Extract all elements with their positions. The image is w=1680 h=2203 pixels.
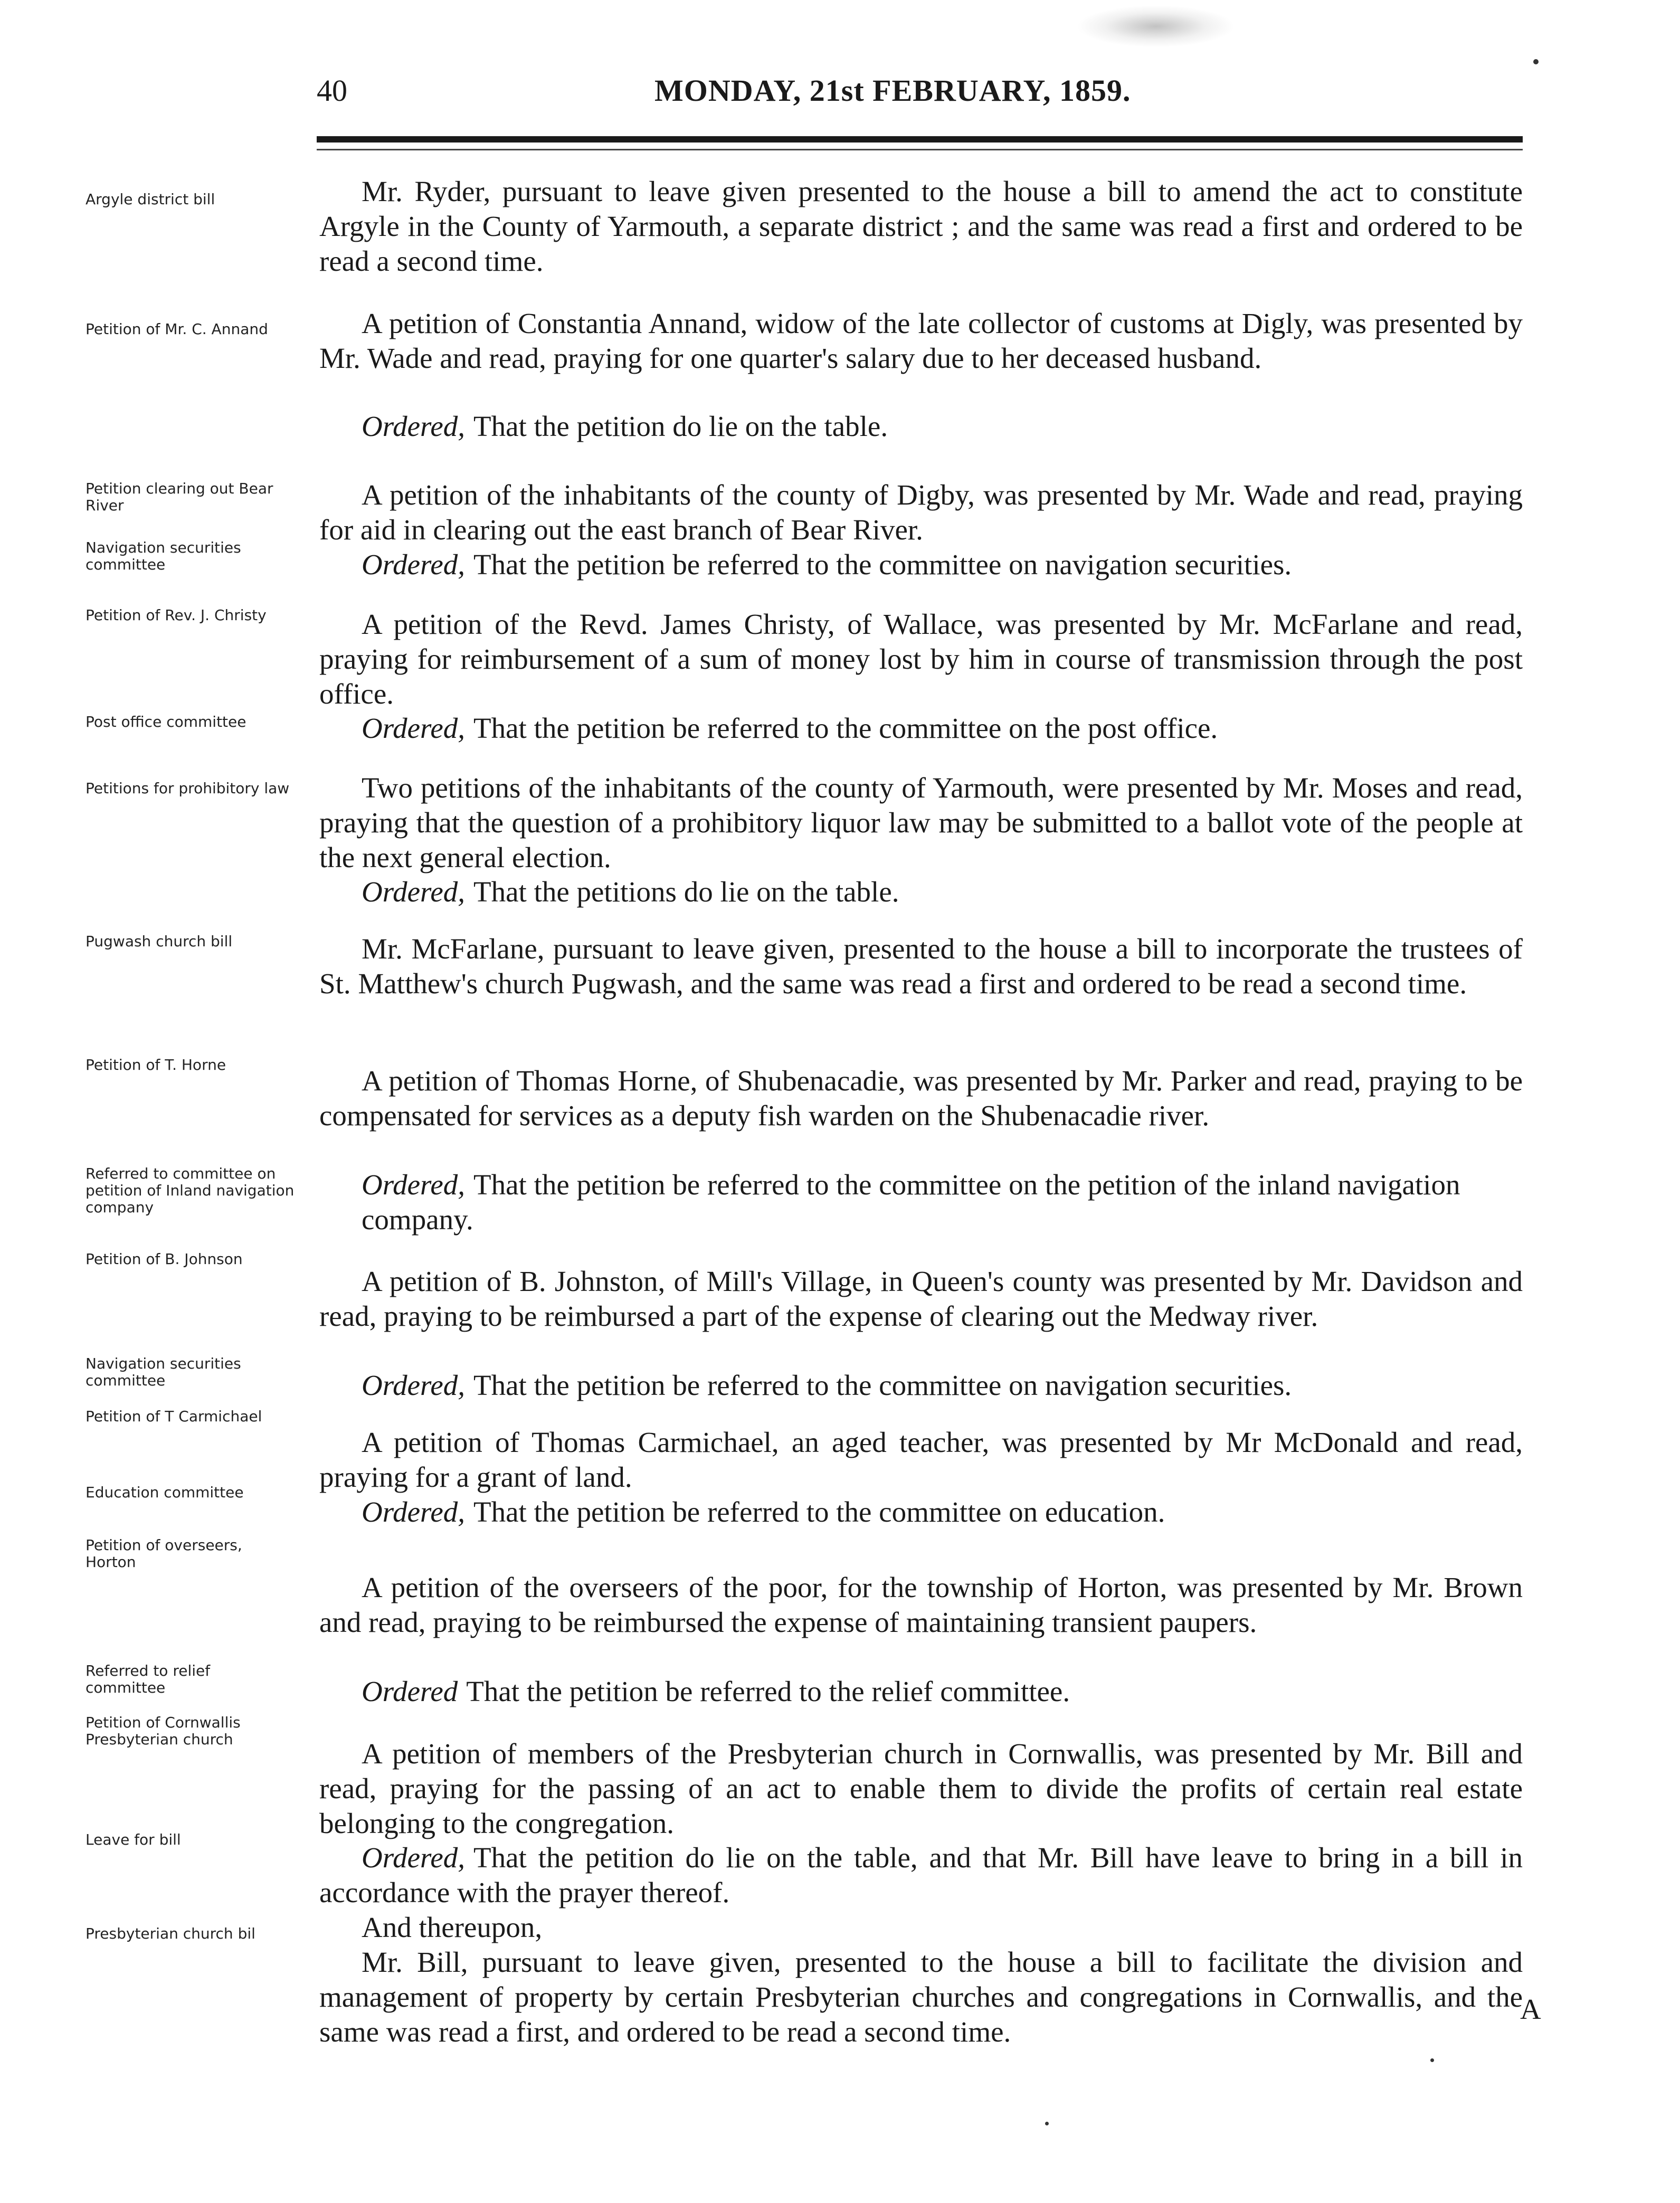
paragraph: Mr. Ryder, pursuant to leave given presented to the house a bill to amend the act to constitute Argyle in the County of Yarmouth, a separate district ; and the same was read a first and ordered to be read a second time. bbox=[319, 175, 1523, 277]
ink-speck bbox=[1533, 59, 1539, 64]
ink-smudge bbox=[1077, 5, 1235, 48]
margin-note: Leave for bill bbox=[86, 1831, 181, 1848]
catchword: A bbox=[1520, 1993, 1541, 2025]
order-text: That the petition be referred to the committee on the petition of the inland navigation company. bbox=[362, 1169, 1460, 1236]
ordered-label: Ordered, bbox=[362, 712, 466, 744]
margin-note: Petition of overseers, Horton bbox=[86, 1536, 242, 1571]
margin-note: Pugwash church bill bbox=[86, 933, 233, 950]
margin-note: Navigation securities committee bbox=[86, 539, 241, 573]
page-number: 40 bbox=[317, 73, 347, 108]
ordered-label: Ordered, bbox=[362, 410, 466, 442]
margin-note: Argyle district bill bbox=[86, 191, 215, 208]
paragraph: Two petitions of the inhabitants of the county of Yarmouth, were presented by Mr. Moses and read, praying that the question of a prohibitory liquor law may be submitted to a ballot vote of the people at the next general election. bbox=[319, 772, 1523, 873]
order-line bbox=[362, 547, 1523, 582]
order-text: That the petition do lie on the table. bbox=[473, 410, 888, 442]
page-title: MONDAY, 21st FEBRUARY, 1859. bbox=[654, 73, 1131, 108]
margin-note: Presbyterian church bil bbox=[86, 1925, 255, 1942]
ordered-label: Ordered, bbox=[362, 1841, 466, 1874]
paragraph: And thereupon, bbox=[362, 1911, 543, 1943]
order-line bbox=[362, 409, 1523, 444]
ink-speck bbox=[1045, 2122, 1049, 2125]
margin-note: Petition of Mr. C. Annand bbox=[86, 320, 268, 338]
ordered-label: Ordered bbox=[362, 1675, 458, 1707]
paragraph: A petition of Thomas Carmichael, an aged teacher, was presented by Mr McDonald and read, praying for a grant of land. bbox=[319, 1426, 1523, 1493]
paragraph: Mr. McFarlane, pursuant to leave given, presented to the house a bill to incorporate the trustees of St. Matthew's church Pugwash, and the same was read a first and ordered to be read a second time. bbox=[319, 933, 1523, 1000]
order-line bbox=[362, 1495, 1523, 1530]
order-text: That the petitions do lie on the table. bbox=[473, 876, 899, 908]
order-text: That the petition be referred to the committee on education. bbox=[473, 1496, 1165, 1528]
order-text: That the petition be referred to the committee on the post office. bbox=[473, 712, 1218, 744]
order-text: That the petition be referred to the relief committee. bbox=[466, 1675, 1070, 1707]
margin-note: Petition of T. Horne bbox=[86, 1056, 226, 1074]
order-text: That the petition be referred to the committee on navigation securities. bbox=[473, 1369, 1292, 1401]
paragraph: A petition of Thomas Horne, of Shubenacadie, was presented by Mr. Parker and read, praying to be compensated for services as a deputy fish warden on the Shubenacadie river. bbox=[319, 1065, 1523, 1132]
ordered-label: Ordered, bbox=[362, 1369, 466, 1401]
ordered-label: Ordered, bbox=[362, 1169, 466, 1201]
margin-note: Petition of Rev. J. Christy bbox=[86, 606, 267, 624]
order-line bbox=[319, 1840, 1523, 1910]
ordered-label: Ordered, bbox=[362, 876, 466, 908]
margin-note: Referred to relief committee bbox=[86, 1662, 211, 1696]
order-line bbox=[362, 875, 1523, 909]
paragraph: Mr. Bill, pursuant to leave given, presented to the house a bill to facilitate the division and management of property by certain Presbyterian churches and congregations in Cornwallis, and the same was read a first, and ordered to be read a second time. bbox=[319, 1946, 1523, 2048]
order-text: That the petition be referred to the committee on navigation securities. bbox=[473, 548, 1292, 581]
order-line bbox=[362, 711, 1523, 746]
margin-note: Petition clearing out Bear River bbox=[86, 480, 273, 514]
margin-note: Petitions for prohibitory law bbox=[86, 780, 290, 797]
margin-note: Petition of T Carmichael bbox=[86, 1408, 262, 1425]
order-text: That the petition do lie on the table, and that Mr. Bill have leave to bring in a bill in accordance with the prayer thereof. bbox=[319, 1841, 1523, 1908]
margin-note: Education committee bbox=[86, 1484, 244, 1501]
header-rule-thin bbox=[317, 149, 1523, 150]
order-line bbox=[362, 1368, 1523, 1403]
paragraph: A petition of B. Johnston, of Mill's Village, in Queen's county was presented by Mr. Davidson and read, praying to be reimbursed a part of the expense of clearing out the Medway river. bbox=[319, 1265, 1523, 1332]
header-rule bbox=[317, 136, 1523, 143]
page-header bbox=[317, 73, 1531, 131]
paragraph: A petition of Constantia Annand, widow of the late collector of customs at Digly, was presented by Mr. Wade and read, praying for one quarter's salary due to her deceased husband. bbox=[319, 307, 1523, 374]
margin-note: Referred to committee on petition of Inland navigation company bbox=[86, 1165, 295, 1216]
ordered-label: Ordered, bbox=[362, 1496, 466, 1528]
paragraph: A petition of the Revd. James Christy, of Wallace, was presented by Mr. McFarlane and read, praying for reimbursement of a sum of money lost by him in course of transmission through the post office. bbox=[319, 608, 1523, 710]
order-line bbox=[362, 1674, 1523, 1709]
paragraph: A petition of the overseers of the poor, for the township of Horton, was presented by Mr. Brown and read, praying to be reimbursed the expense of maintaining transient paupers. bbox=[319, 1571, 1523, 1638]
paragraph: A petition of members of the Presbyterian church in Cornwallis, was presented by Mr. Bill and read, praying for the passing of an act to enable them to divide the profits of certain real estate belonging to the congregation. bbox=[319, 1737, 1523, 1839]
margin-note: Petition of Cornwallis Presbyterian church bbox=[86, 1714, 241, 1748]
ink-speck bbox=[1430, 2058, 1434, 2062]
paragraph: A petition of the inhabitants of the county of Digby, was presented by Mr. Wade and read, praying for aid in clearing out the east branch of Bear River. bbox=[319, 479, 1523, 546]
margin-note: Post office committee bbox=[86, 713, 246, 730]
margin-note: Navigation securities committee bbox=[86, 1355, 241, 1389]
ordered-label: Ordered, bbox=[362, 548, 466, 581]
order-line bbox=[362, 1167, 1523, 1237]
margin-note: Petition of B. Johnson bbox=[86, 1250, 243, 1268]
